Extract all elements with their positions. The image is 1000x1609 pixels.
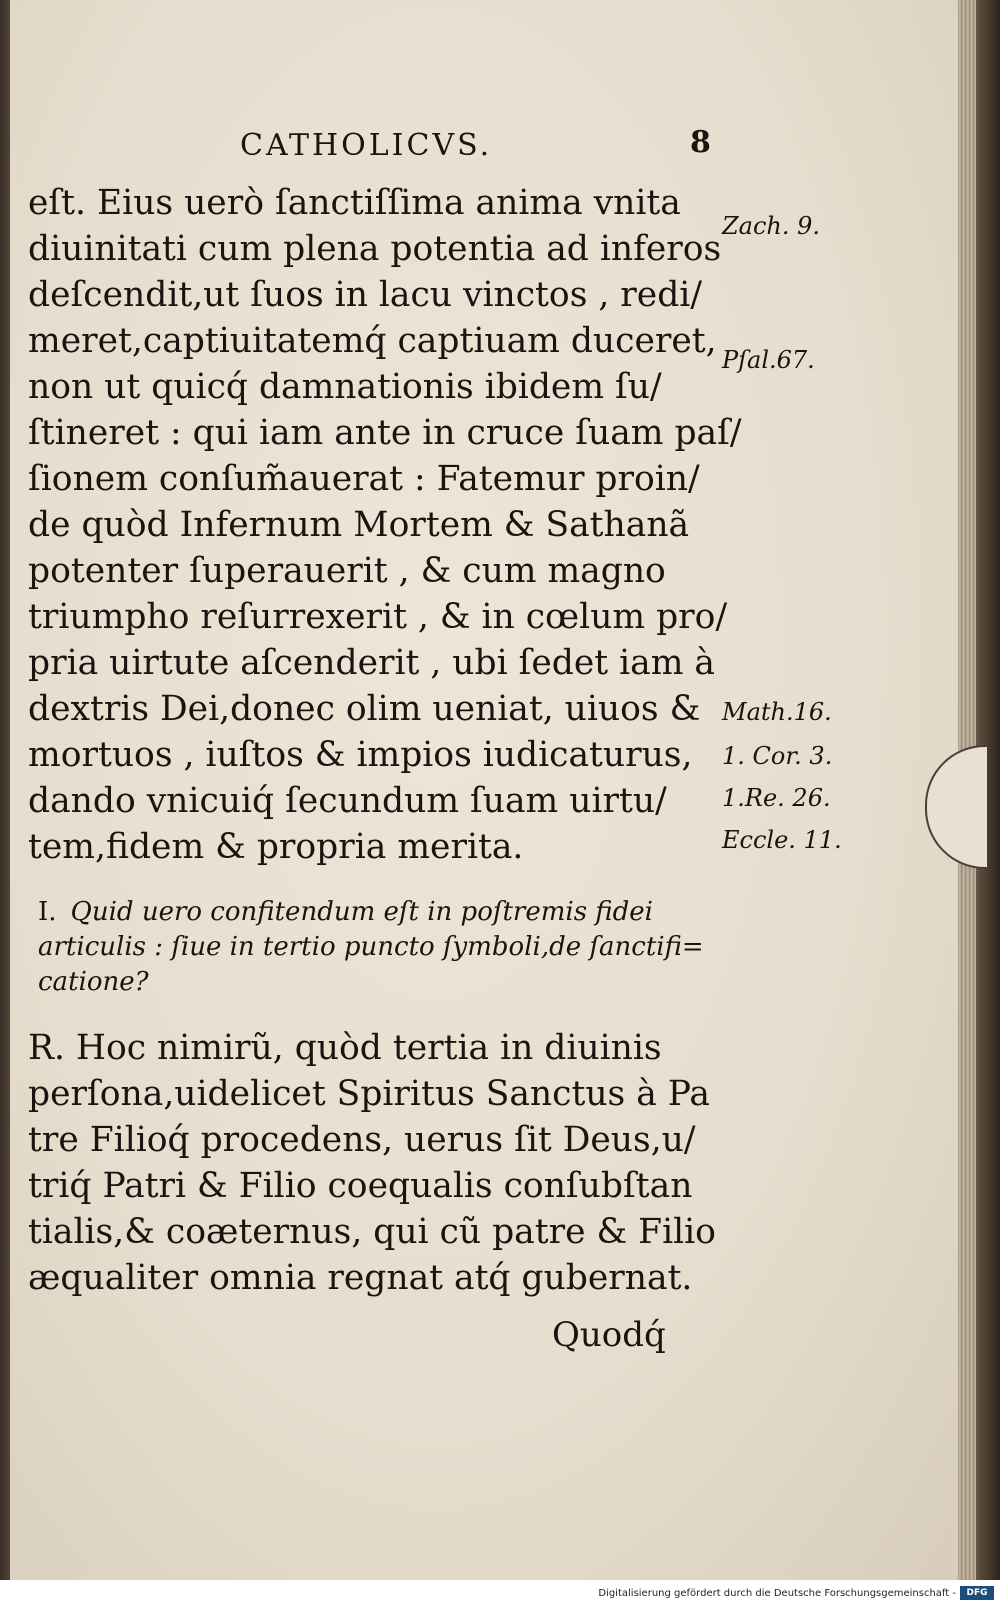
funding-credit: Digitalisierung gefördert durch die Deutsche Forschungsgemeinschaft -	[598, 1588, 956, 1599]
answer-line: triq́ Patri & Filio coequalis conſubſtan	[28, 1166, 693, 1206]
question-text: Quid uero confitendum eſt in poſtremis fidei articulis : ſiue in tertio puncto ſymboli,de ſanctifi= catione?	[38, 897, 704, 997]
text-line: dextris Dei,donec olim ueniat, uiuos &	[28, 689, 701, 729]
text-line: potenter ſuperauerit , & cum magno	[28, 551, 666, 591]
answer-line: perſona,uidelicet Spiritus Sanctus à Pa	[28, 1074, 710, 1114]
running-head: CATHOLICVS.	[240, 128, 493, 163]
text-line: diuinitati cum plena potentia ad inferos	[28, 229, 722, 269]
text-line: eſt. Eius uerò ſanctiſſima anima vnita	[28, 183, 681, 223]
marginal-note: Zach. 9.	[722, 212, 821, 240]
answer-block	[28, 1025, 718, 1301]
text-line: meret,captiuitatemq́ captiuam duceret,	[28, 321, 717, 361]
text-line: triumpho reſurrexerit , & in cœlum pro/	[28, 597, 728, 637]
text-line: deſcendit,ut ſuos in lacu vinctos , redi/	[28, 275, 702, 315]
catchword: Quodq́	[552, 1315, 666, 1355]
text-line: dando vnicuiq́ ſecundum ſuam uirtu/	[28, 781, 667, 821]
answer-line: æqualiter omnia regnat atq́ gubernat.	[28, 1258, 693, 1298]
question-block	[38, 895, 718, 1000]
answer-line: R. Hoc nimirũ, quòd tertia in diuinis	[28, 1028, 662, 1068]
dfg-logo: DFG	[960, 1586, 994, 1600]
text-line: tem,fidem & propria merita.	[28, 827, 524, 867]
marginal-note: 1.Re. 26.	[722, 784, 831, 812]
text-line: non ut quicq́ damnationis ibidem ſu/	[28, 367, 662, 407]
marginal-note: Pſal.67.	[722, 346, 815, 374]
text-line: ſtineret : qui iam ante in cruce ſuam paſ/	[28, 413, 742, 453]
question-number: I.	[38, 897, 57, 927]
folio-number: 8	[690, 125, 711, 160]
text-line: de quòd Infernum Mortem & Sathanã	[28, 505, 690, 545]
marginal-note: Math.16.	[722, 698, 832, 726]
marginal-note: 1. Cor. 3.	[722, 742, 833, 770]
answer-line: tialis,& coæternus, qui cũ patre & Filio	[28, 1212, 716, 1252]
footer-bar	[0, 1580, 1000, 1609]
marginal-note: Eccle. 11.	[722, 826, 842, 854]
text-line: ſionem conſum̃auerat : Fatemur proin/	[28, 459, 700, 499]
body-text	[28, 180, 742, 870]
answer-line: tre Filioq́ procedens, uerus ſit Deus,u/	[28, 1120, 696, 1160]
text-line: pria uirtute aſcenderit , ubi ſedet iam à	[28, 643, 715, 683]
text-line: mortuos , iuſtos & impios iudicaturus,	[28, 735, 693, 775]
